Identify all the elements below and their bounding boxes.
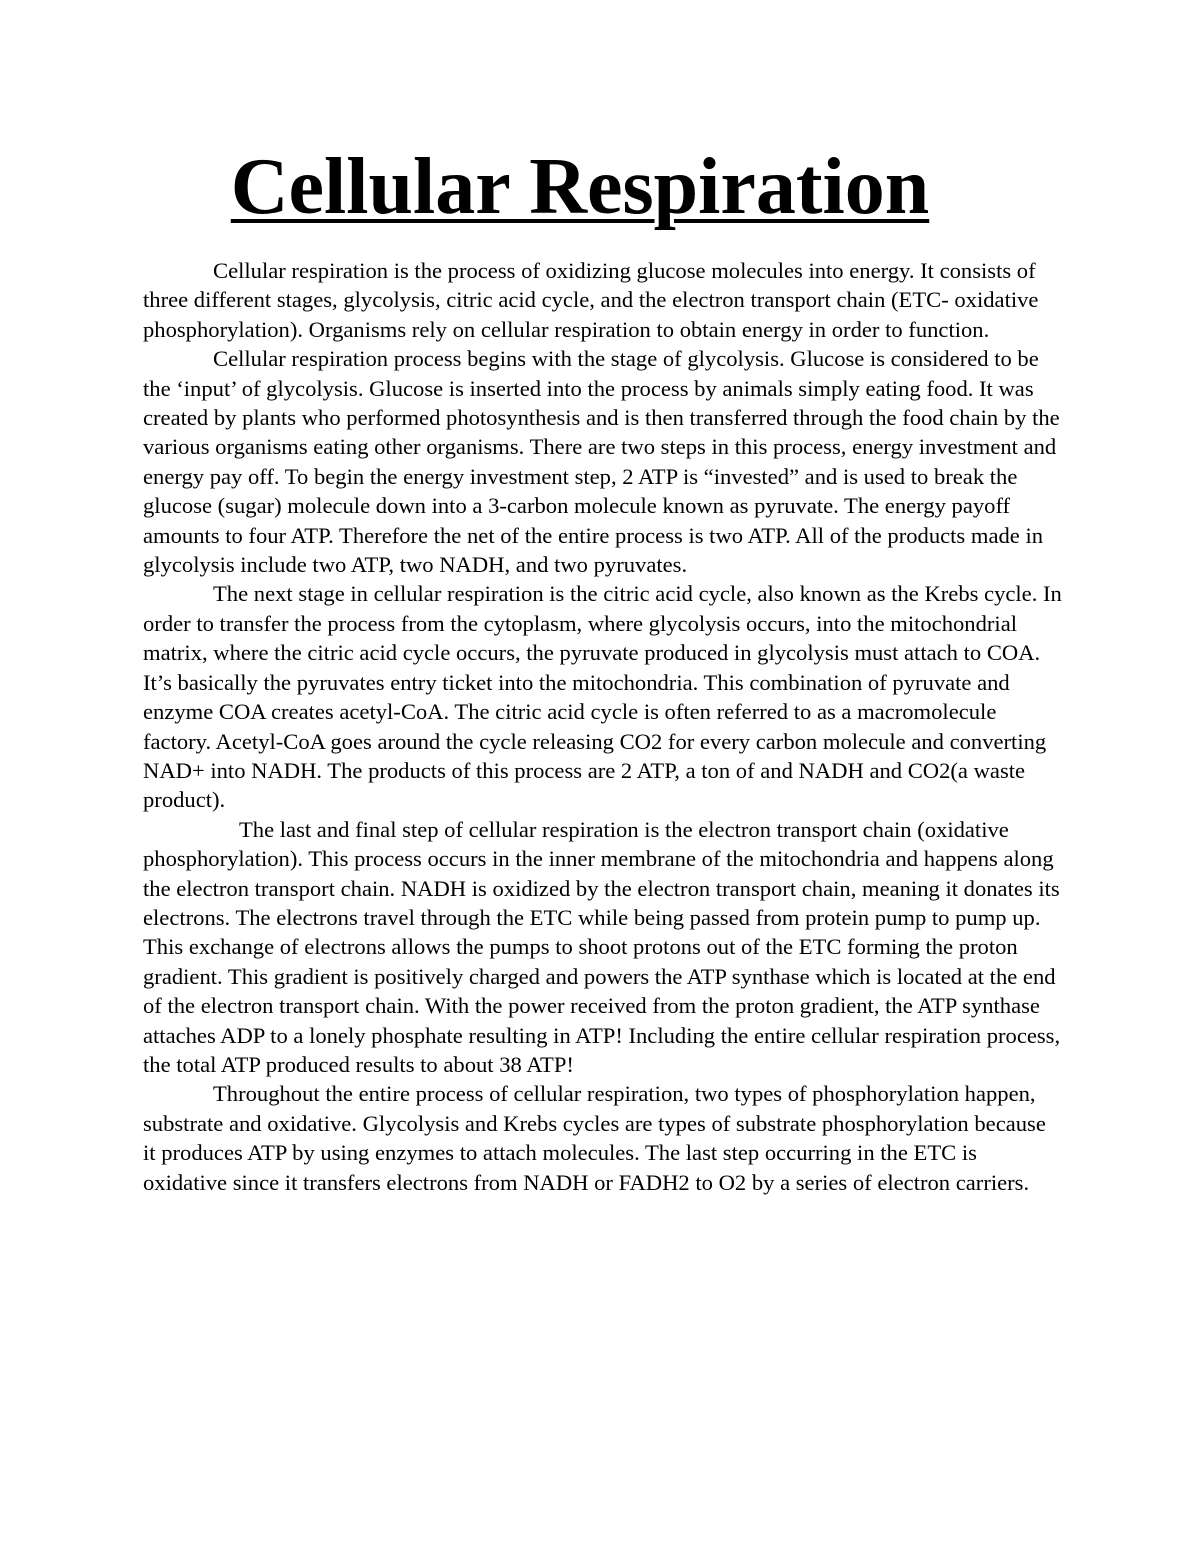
paragraph-phosphorylation: Throughout the entire process of cellular respiration, two types of phosphorylation happen, substrate and oxidative. Glycolysis and Krebs cycles are types of substrate phosphorylation because it produces ATP by using enzymes to attach molecules. The last step occurring in the ETC is oxidative since it transfers electrons from NADH or FADH2 to O2 by a series of electron carriers. xyxy=(143,1081,1046,1195)
paragraph-citric-acid-cycle: The next stage in cellular respiration is the citric acid cycle, also known as the Krebs cycle. In order to transfer the process from the cytoplasm, where glycolysis occurs, into the mitochondrial matrix, where the citric acid cycle occurs, the pyruvate produced in glycolysis must attach to COA. It’s basically the pyruvates entry ticket into the mitochondria. This combination of pyruvate and enzyme COA creates acetyl-CoA. The citric acid cycle is often referred to as a macromolecule factory. Acetyl-CoA goes around the cycle releasing CO2 for every carbon molecule and converting NAD+ into NADH. The products of this process are 2 ATP, a ton of and NADH and CO2(a waste product). xyxy=(143,581,1062,813)
document-title: Cellular Respiration xyxy=(230,143,930,231)
paragraph-glycolysis: Cellular respiration process begins with the stage of glycolysis. Glucose is considered to be the ‘input’ of glycolysis. Glucose is inserted into the process by animals simply eating food. It was created by plants who performed photosynthesis and is then transferred through the food chain by the various organisms eating other organisms. There are two steps in this process, energy investment and energy pay off. To begin the energy investment step, 2 ATP is “invested” and is used to break the glucose (sugar) molecule down into a 3-carbon molecule known as pyruvate. The energy payoff amounts to four ATP. Therefore the net of the entire process is two ATP. All of the products made in glycolysis include two ATP, two NADH, and two pyruvates. xyxy=(143,346,1060,578)
document-body xyxy=(143,256,1063,1197)
paragraph-electron-transport-chain: The last and final step of cellular respiration is the electron transport chain (oxidative phosphorylation). This process occurs in the inner membrane of the mitochondria and happens along the electron transport chain. NADH is oxidized by the electron transport chain, meaning it donates its electrons. The electrons travel through the ETC while being passed from protein pump to pump up. This exchange of electrons allows the pumps to shoot protons out of the ETC forming the proton gradient. This gradient is positively charged and powers the ATP synthase which is located at the end of the electron transport chain. With the power received from the proton gradient, the ATP synthase attaches ADP to a lonely phosphate resulting in ATP! Including the entire cellular respiration process, the total ATP produced results to about 38 ATP! xyxy=(143,816,1061,1077)
paragraph-intro: Cellular respiration is the process of oxidizing glucose molecules into energy. It consists of three different stages, glycolysis, citric acid cycle, and the electron transport chain (ETC- oxidative phosphorylation). Organisms rely on cellular respiration to obtain energy in order to function. xyxy=(143,258,1039,342)
